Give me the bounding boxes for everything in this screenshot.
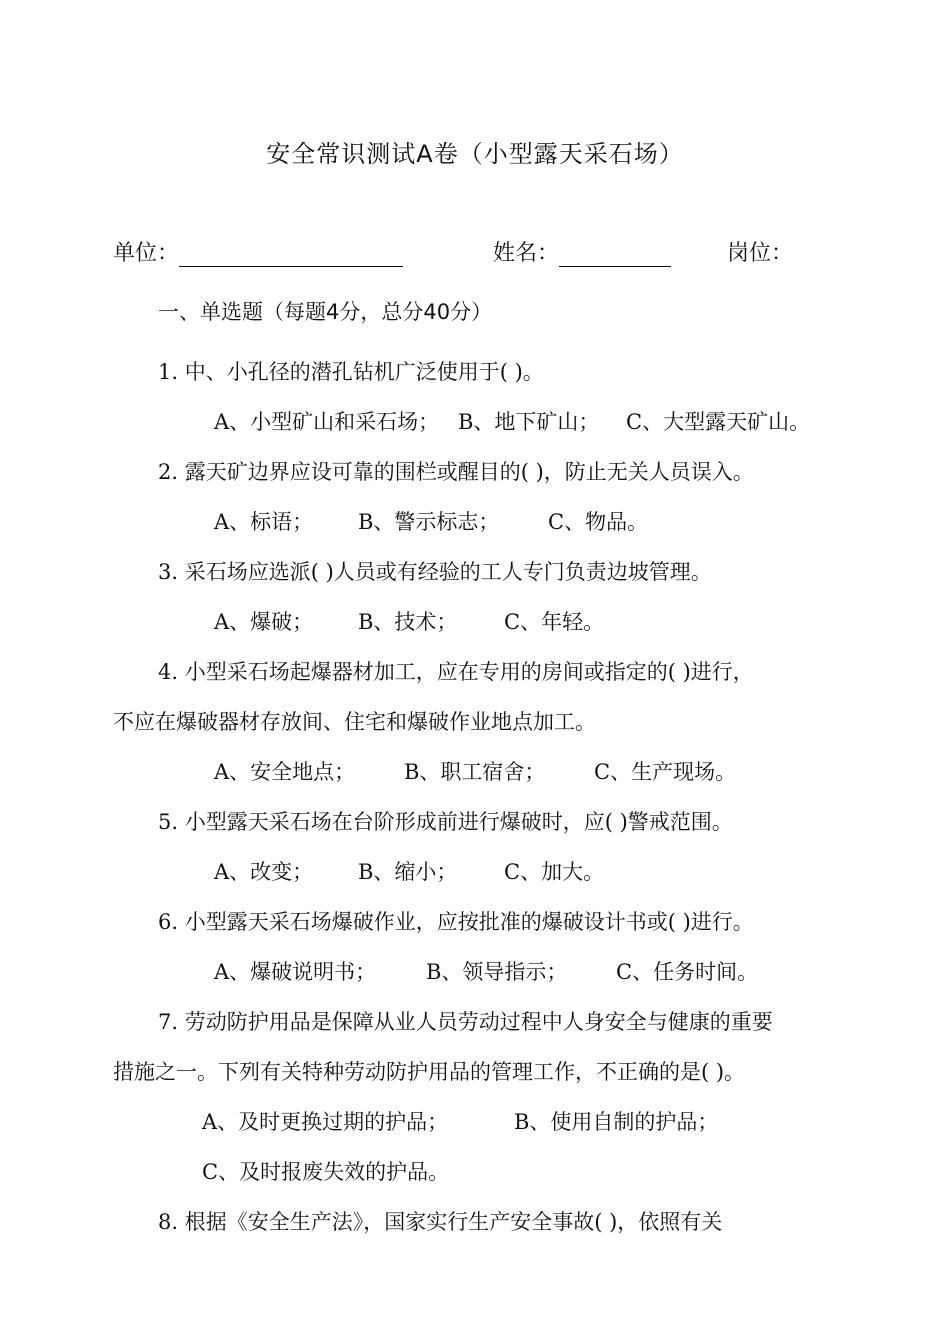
question-3-options xyxy=(214,606,604,636)
question-6-stem: 6. 小型露天采石场爆破作业，应按批准的爆破设计书或( )进行。 xyxy=(158,910,754,934)
option-c[interactable]: C、年轻。 xyxy=(504,610,605,634)
option-a[interactable]: A、小型矿山和采石场； xyxy=(214,410,440,434)
option-b[interactable]: B、技术； xyxy=(358,610,458,634)
question-7-stem-cont: 措施之一。下列有关特种劳动防护用品的管理工作，不正确的是( )。 xyxy=(113,1060,746,1084)
question-7-options-cont xyxy=(202,1156,449,1186)
option-b[interactable]: B、职工宿舍； xyxy=(404,760,546,784)
question-1-options xyxy=(214,406,810,436)
option-a[interactable]: A、爆破； xyxy=(214,610,314,634)
question-7-options xyxy=(202,1106,718,1136)
question-1-stem: 1. 中、小孔径的潜孔钻机广泛使用于( )。 xyxy=(158,360,544,384)
question-3-stem: 3. 采石场应选派( )人员或有经验的工人专门负责边坡管理。 xyxy=(158,560,712,584)
question-7-stem: 7. 劳动防护用品是保障从业人员劳动过程中人身安全与健康的重要 xyxy=(158,1010,773,1034)
unit-field xyxy=(113,236,403,267)
name-blank[interactable] xyxy=(559,242,671,267)
question-5-stem: 5. 小型露天采石场在台阶形成前进行爆破时，应( )警戒范围。 xyxy=(158,810,733,834)
option-a[interactable]: A、改变； xyxy=(214,860,314,884)
info-line xyxy=(113,236,833,266)
option-a[interactable]: A、标语； xyxy=(214,510,314,534)
question-4-options xyxy=(214,756,736,786)
option-c[interactable]: C、加大。 xyxy=(504,860,605,884)
option-b[interactable]: B、地下矿山； xyxy=(458,410,600,434)
question-5-options xyxy=(214,856,604,886)
option-c[interactable]: C、及时报废失效的护品。 xyxy=(202,1160,450,1184)
option-a[interactable]: A、爆破说明书； xyxy=(214,960,377,984)
option-a[interactable]: A、安全地点； xyxy=(214,760,356,784)
name-label: 姓名： xyxy=(493,241,560,266)
option-c[interactable]: C、大型露天矿山。 xyxy=(626,410,811,434)
question-4-stem-cont: 不应在爆破器材存放间、住宅和爆破作业地点加工。 xyxy=(113,710,596,734)
option-b[interactable]: B、警示标志； xyxy=(358,510,500,534)
option-c[interactable]: C、生产现场。 xyxy=(594,760,737,784)
post-field xyxy=(727,236,793,267)
question-6-options xyxy=(214,956,758,986)
option-b[interactable]: B、领导指示； xyxy=(426,960,568,984)
question-2-options xyxy=(214,506,648,536)
section-heading: 一、单选题（每题4分，总分40分） xyxy=(158,300,493,324)
question-8-stem: 8. 根据《安全生产法》，国家实行生产安全事故( )，依照有关 xyxy=(158,1210,723,1234)
unit-label: 单位： xyxy=(113,241,180,266)
option-c[interactable]: C、任务时间。 xyxy=(616,960,759,984)
option-c[interactable]: C、物品。 xyxy=(548,510,649,534)
question-4-stem: 4. 小型采石场起爆器材加工，应在专用的房间或指定的( )进行， xyxy=(158,660,754,684)
page-title: 安全常识测试A卷（小型露天采石场） xyxy=(266,140,684,168)
option-b[interactable]: B、缩小； xyxy=(358,860,458,884)
unit-blank[interactable] xyxy=(179,242,403,267)
option-b[interactable]: B、使用自制的护品； xyxy=(514,1110,719,1134)
option-a[interactable]: A、及时更换过期的护品； xyxy=(202,1110,449,1134)
question-2-stem: 2. 露天矿边界应设可靠的围栏或醒目的( )，防止无关人员误入。 xyxy=(158,460,754,484)
name-field xyxy=(493,236,671,267)
post-label: 岗位： xyxy=(727,241,794,266)
